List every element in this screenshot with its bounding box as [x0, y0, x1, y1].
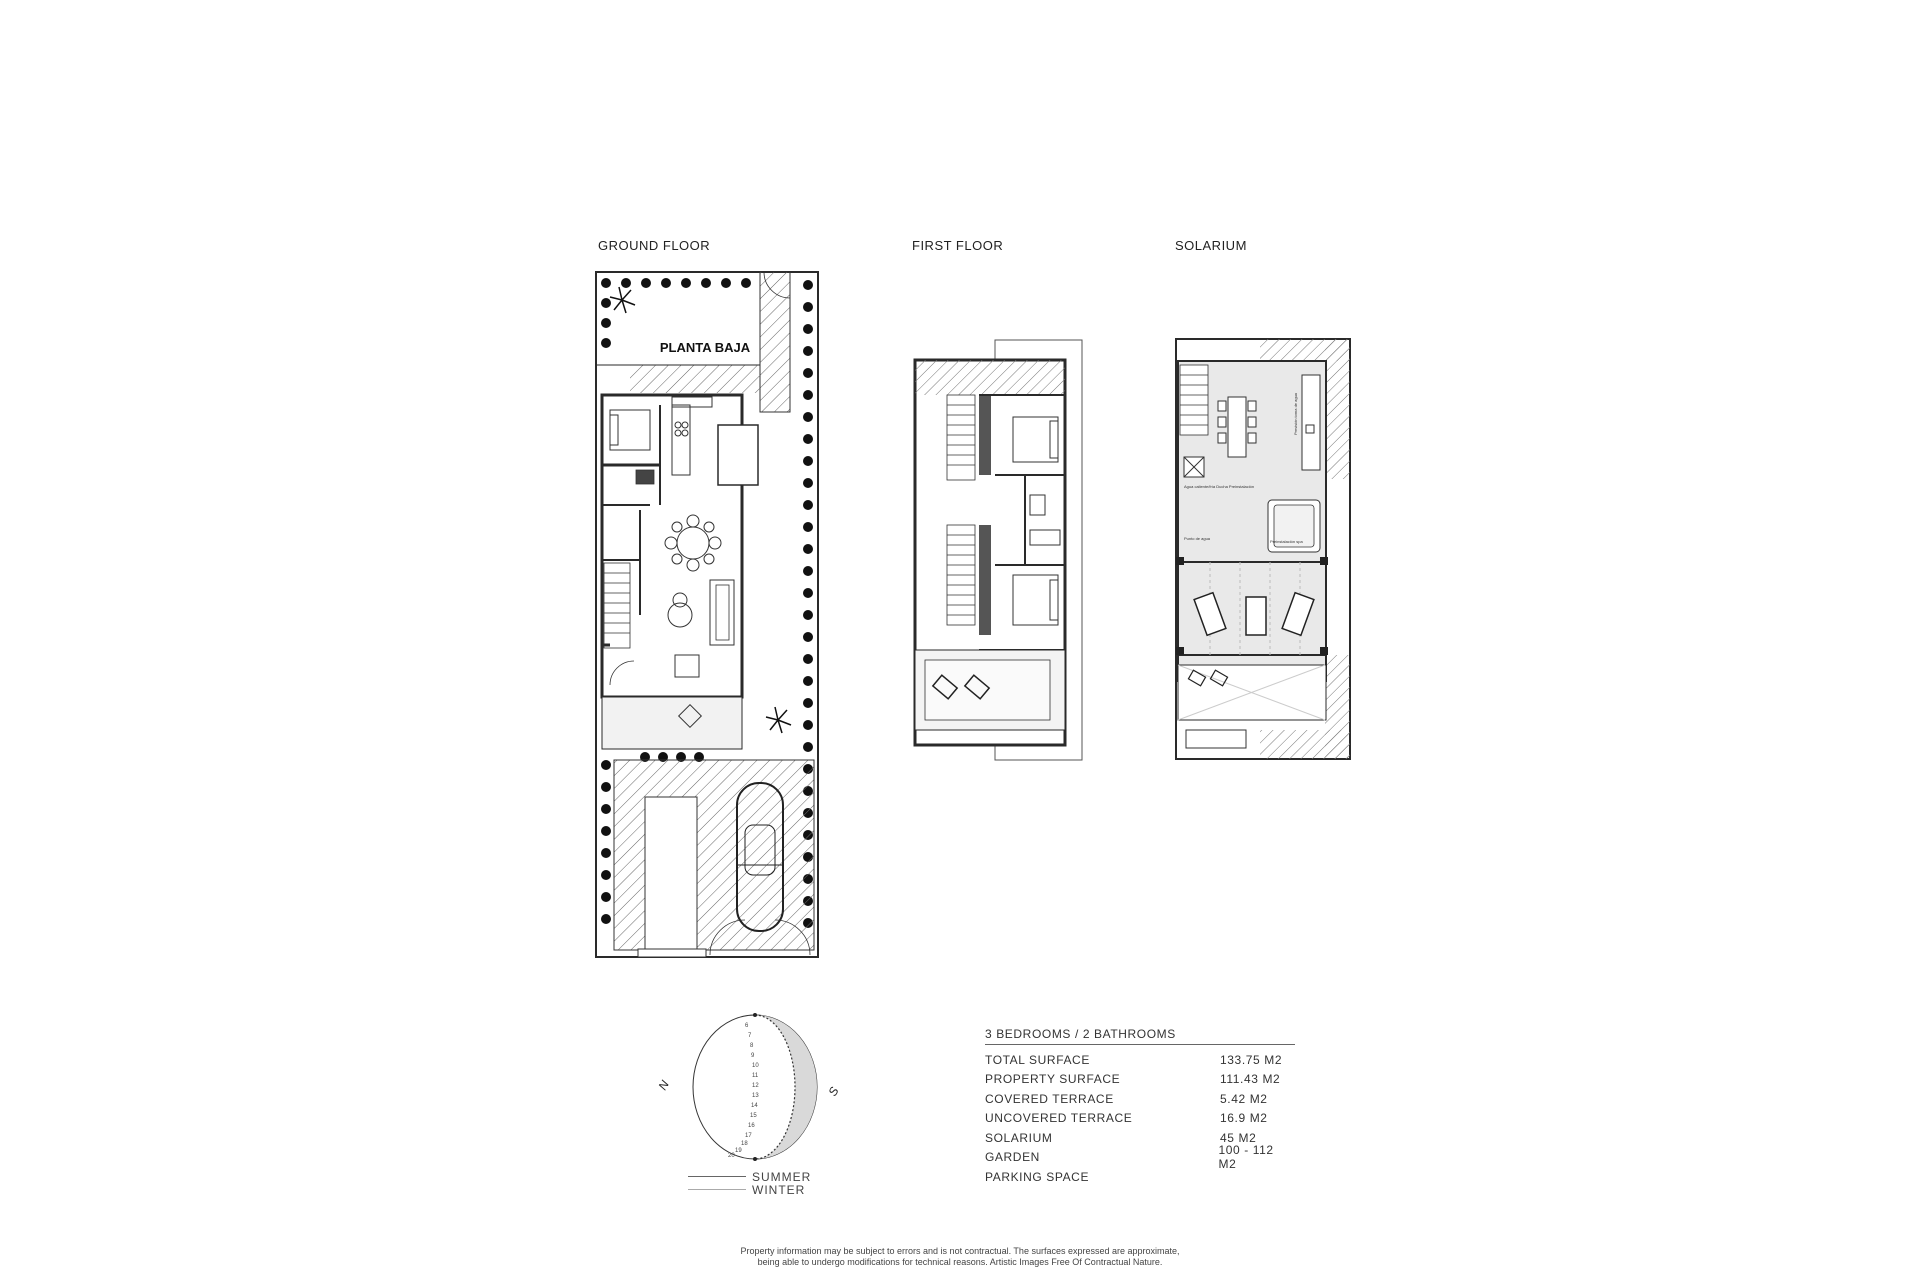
sun-legend	[688, 1170, 811, 1196]
svg-text:8: 8	[750, 1043, 754, 1049]
svg-text:13: 13	[752, 1093, 759, 1099]
south-label: S	[825, 1084, 842, 1099]
solarium-plan	[1170, 335, 1360, 765]
svg-text:9: 9	[751, 1053, 755, 1059]
svg-text:18: 18	[741, 1141, 748, 1147]
spec-row: PROPERTY SURFACE 111.43 M2	[985, 1072, 1281, 1087]
svg-text:10: 10	[752, 1063, 759, 1069]
note-water-point: Punto de agua	[1184, 536, 1211, 541]
spec-row: SOLARIUM 45 M2	[985, 1130, 1257, 1145]
legend-summer: SUMMER	[752, 1169, 812, 1184]
solarium-title: SOLARIUM	[1175, 238, 1247, 253]
disclaimer-line-1: Property information may be subject to errors and is not contractual. The surfaces expressed are approximate,	[740, 1246, 1180, 1256]
note-water: Previsión toma de agua	[1293, 392, 1298, 435]
spec-row: TOTAL SURFACE 133.75 M2	[985, 1052, 1283, 1067]
svg-text:12: 12	[752, 1083, 759, 1089]
spec-row: PARKING SPACE	[985, 1169, 1090, 1184]
ground-floor-plan	[590, 265, 830, 965]
svg-text:7: 7	[748, 1033, 752, 1039]
planta-baja-label: PLANTA BAJA	[659, 340, 751, 355]
svg-text:11: 11	[752, 1073, 759, 1079]
sun-path-diagram	[655, 1005, 875, 1175]
north-label: N	[655, 1077, 672, 1093]
svg-text:20: 20	[728, 1153, 735, 1159]
specs-table	[985, 1027, 1295, 1187]
first-floor-title: FIRST FLOOR	[912, 238, 1004, 253]
specs-heading: 3 BEDROOMS / 2 BATHROOMS	[985, 1027, 1295, 1045]
note-spa: Preinstalación spa	[1270, 539, 1303, 544]
disclaimer	[560, 1246, 1360, 1268]
svg-text:17: 17	[745, 1133, 752, 1139]
ground-floor-title: GROUND FLOOR	[598, 238, 711, 253]
svg-text:16: 16	[748, 1123, 755, 1129]
legend-winter: WINTER	[752, 1182, 806, 1197]
first-floor-plan	[905, 335, 1095, 775]
svg-text:14: 14	[751, 1103, 758, 1109]
note-shower: Agua caliente/fría Ducha Preinstalación	[1184, 484, 1255, 489]
svg-text:19: 19	[735, 1148, 742, 1154]
disclaimer-line-2: being able to undergo modifications for technical reasons. Artistic Images Free Of Contractual Nature.	[757, 1257, 1163, 1267]
spec-row: COVERED TERRACE 5.42 M2	[985, 1091, 1268, 1106]
svg-text:15: 15	[750, 1113, 757, 1119]
spec-row: UNCOVERED TERRACE 16.9 M2	[985, 1111, 1268, 1126]
svg-text:6: 6	[745, 1023, 749, 1029]
hour-labels	[728, 1023, 759, 1159]
spec-row: GARDEN 100 - 112 M2	[985, 1143, 1274, 1172]
